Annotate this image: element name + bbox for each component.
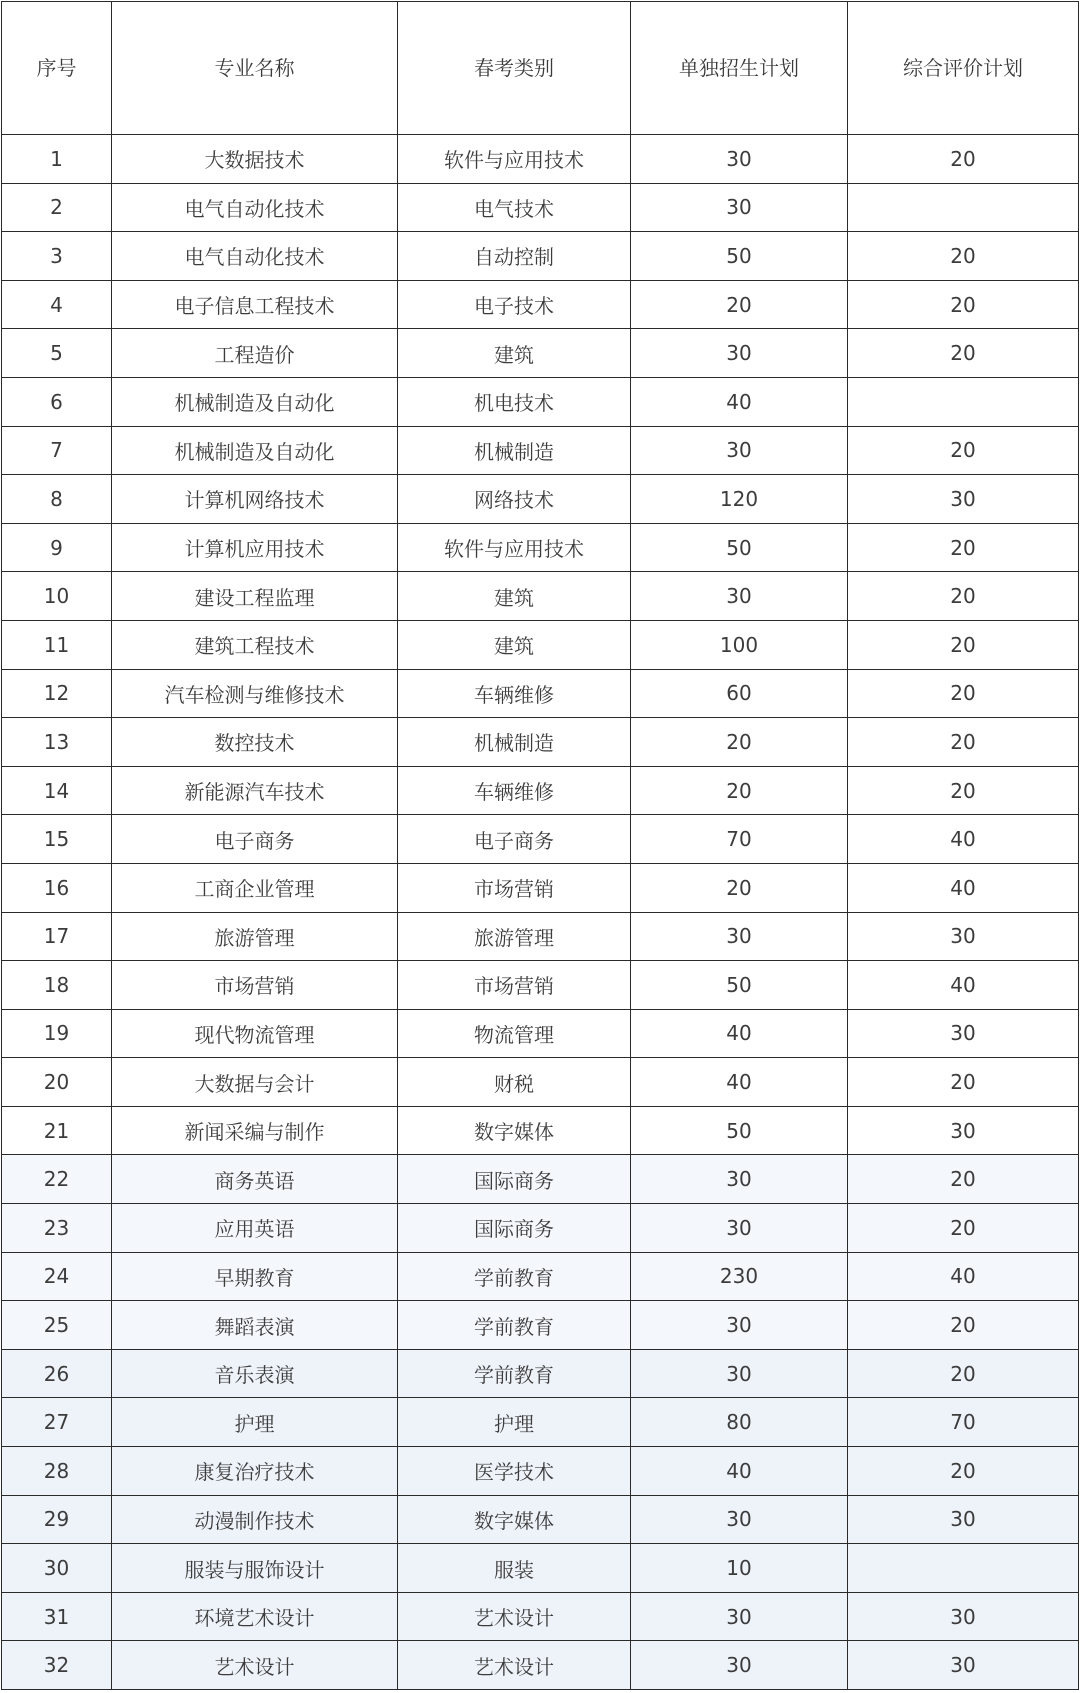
exam-category-cell: 财税 <box>398 1058 631 1107</box>
table-row <box>2 1544 1079 1593</box>
independent-plan-cell: 30 <box>631 1301 848 1350</box>
exam-category-cell: 物流管理 <box>398 1009 631 1058</box>
serial-number-cell: 29 <box>2 1495 112 1544</box>
table-row <box>2 1349 1079 1398</box>
comprehensive-plan-cell: 30 <box>848 1592 1079 1641</box>
serial-number-cell: 25 <box>2 1301 112 1350</box>
table-row <box>2 620 1079 669</box>
major-name-cell: 新能源汽车技术 <box>112 766 398 815</box>
exam-category-cell: 市场营销 <box>398 863 631 912</box>
header-comprehensive-plan: 综合评价计划 <box>848 2 1079 135</box>
table-row <box>2 329 1079 378</box>
table-row <box>2 1495 1079 1544</box>
comprehensive-plan-cell: 20 <box>848 1301 1079 1350</box>
serial-number-cell: 16 <box>2 863 112 912</box>
exam-category-cell: 机械制造 <box>398 718 631 767</box>
major-name-cell: 音乐表演 <box>112 1349 398 1398</box>
independent-plan-cell: 30 <box>631 1495 848 1544</box>
serial-number-cell: 31 <box>2 1592 112 1641</box>
serial-number-cell: 1 <box>2 135 112 184</box>
comprehensive-plan-cell: 30 <box>848 475 1079 524</box>
comprehensive-plan-cell: 30 <box>848 912 1079 961</box>
header-independent-plan: 单独招生计划 <box>631 2 848 135</box>
comprehensive-plan-cell: 20 <box>848 1349 1079 1398</box>
serial-number-cell: 15 <box>2 815 112 864</box>
major-name-cell: 电气自动化技术 <box>112 232 398 281</box>
table-row <box>2 1106 1079 1155</box>
independent-plan-cell: 40 <box>631 1058 848 1107</box>
comprehensive-plan-cell: 20 <box>848 669 1079 718</box>
exam-category-cell: 建筑 <box>398 572 631 621</box>
exam-category-cell: 电子技术 <box>398 280 631 329</box>
serial-number-cell: 7 <box>2 426 112 475</box>
serial-number-cell: 26 <box>2 1349 112 1398</box>
major-name-cell: 电子商务 <box>112 815 398 864</box>
independent-plan-cell: 20 <box>631 718 848 767</box>
serial-number-cell: 30 <box>2 1544 112 1593</box>
independent-plan-cell: 30 <box>631 1204 848 1253</box>
table-row <box>2 718 1079 767</box>
major-name-cell: 康复治疗技术 <box>112 1447 398 1496</box>
major-name-cell: 数控技术 <box>112 718 398 767</box>
table-row <box>2 475 1079 524</box>
table-row <box>2 1155 1079 1204</box>
major-name-cell: 商务英语 <box>112 1155 398 1204</box>
major-name-cell: 新闻采编与制作 <box>112 1106 398 1155</box>
table-row <box>2 815 1079 864</box>
exam-category-cell: 车辆维修 <box>398 669 631 718</box>
independent-plan-cell: 50 <box>631 961 848 1010</box>
exam-category-cell: 车辆维修 <box>398 766 631 815</box>
independent-plan-cell: 70 <box>631 815 848 864</box>
comprehensive-plan-cell: 20 <box>848 1155 1079 1204</box>
major-name-cell: 应用英语 <box>112 1204 398 1253</box>
independent-plan-cell: 50 <box>631 232 848 281</box>
table-row <box>2 1447 1079 1496</box>
major-name-cell: 工商企业管理 <box>112 863 398 912</box>
exam-category-cell: 自动控制 <box>398 232 631 281</box>
serial-number-cell: 6 <box>2 377 112 426</box>
exam-category-cell: 医学技术 <box>398 1447 631 1496</box>
exam-category-cell: 国际商务 <box>398 1204 631 1253</box>
comprehensive-plan-cell: 20 <box>848 280 1079 329</box>
exam-category-cell: 机械制造 <box>398 426 631 475</box>
independent-plan-cell: 50 <box>631 1106 848 1155</box>
independent-plan-cell: 30 <box>631 912 848 961</box>
comprehensive-plan-cell: 20 <box>848 718 1079 767</box>
exam-category-cell: 建筑 <box>398 329 631 378</box>
exam-category-cell: 机电技术 <box>398 377 631 426</box>
independent-plan-cell: 40 <box>631 377 848 426</box>
serial-number-cell: 24 <box>2 1252 112 1301</box>
table-row <box>2 912 1079 961</box>
table-row <box>2 135 1079 184</box>
table-row <box>2 426 1079 475</box>
table-row <box>2 669 1079 718</box>
comprehensive-plan-cell <box>848 183 1079 232</box>
exam-category-cell: 艺术设计 <box>398 1641 631 1690</box>
table-row <box>2 1301 1079 1350</box>
major-name-cell: 电气自动化技术 <box>112 183 398 232</box>
serial-number-cell: 11 <box>2 620 112 669</box>
exam-category-cell: 学前教育 <box>398 1252 631 1301</box>
serial-number-cell: 3 <box>2 232 112 281</box>
table-header <box>2 2 1079 135</box>
major-name-cell: 计算机应用技术 <box>112 523 398 572</box>
header-exam-category: 春考类别 <box>398 2 631 135</box>
major-name-cell: 大数据技术 <box>112 135 398 184</box>
independent-plan-cell: 80 <box>631 1398 848 1447</box>
serial-number-cell: 8 <box>2 475 112 524</box>
comprehensive-plan-cell <box>848 1544 1079 1593</box>
independent-plan-cell: 30 <box>631 183 848 232</box>
serial-number-cell: 5 <box>2 329 112 378</box>
header-row <box>2 2 1079 135</box>
major-name-cell: 建筑工程技术 <box>112 620 398 669</box>
table-row <box>2 377 1079 426</box>
comprehensive-plan-cell <box>848 377 1079 426</box>
table-row <box>2 1398 1079 1447</box>
major-name-cell: 舞蹈表演 <box>112 1301 398 1350</box>
table-row <box>2 1641 1079 1690</box>
independent-plan-cell: 20 <box>631 280 848 329</box>
exam-category-cell: 服装 <box>398 1544 631 1593</box>
table-row <box>2 1058 1079 1107</box>
independent-plan-cell: 120 <box>631 475 848 524</box>
serial-number-cell: 12 <box>2 669 112 718</box>
serial-number-cell: 9 <box>2 523 112 572</box>
comprehensive-plan-cell: 40 <box>848 863 1079 912</box>
comprehensive-plan-cell: 20 <box>848 329 1079 378</box>
independent-plan-cell: 30 <box>631 1641 848 1690</box>
independent-plan-cell: 60 <box>631 669 848 718</box>
major-name-cell: 现代物流管理 <box>112 1009 398 1058</box>
exam-category-cell: 电气技术 <box>398 183 631 232</box>
exam-category-cell: 软件与应用技术 <box>398 135 631 184</box>
major-name-cell: 计算机网络技术 <box>112 475 398 524</box>
comprehensive-plan-cell: 30 <box>848 1495 1079 1544</box>
table-row <box>2 523 1079 572</box>
serial-number-cell: 18 <box>2 961 112 1010</box>
major-name-cell: 早期教育 <box>112 1252 398 1301</box>
major-name-cell: 汽车检测与维修技术 <box>112 669 398 718</box>
serial-number-cell: 2 <box>2 183 112 232</box>
independent-plan-cell: 230 <box>631 1252 848 1301</box>
independent-plan-cell: 10 <box>631 1544 848 1593</box>
exam-category-cell: 国际商务 <box>398 1155 631 1204</box>
serial-number-cell: 21 <box>2 1106 112 1155</box>
major-name-cell: 环境艺术设计 <box>112 1592 398 1641</box>
table-row <box>2 766 1079 815</box>
serial-number-cell: 4 <box>2 280 112 329</box>
comprehensive-plan-cell: 20 <box>848 766 1079 815</box>
exam-category-cell: 数字媒体 <box>398 1495 631 1544</box>
serial-number-cell: 19 <box>2 1009 112 1058</box>
exam-category-cell: 学前教育 <box>398 1349 631 1398</box>
comprehensive-plan-cell: 30 <box>848 1106 1079 1155</box>
major-name-cell: 护理 <box>112 1398 398 1447</box>
independent-plan-cell: 40 <box>631 1009 848 1058</box>
major-name-cell: 服装与服饰设计 <box>112 1544 398 1593</box>
exam-category-cell: 护理 <box>398 1398 631 1447</box>
major-name-cell: 大数据与会计 <box>112 1058 398 1107</box>
comprehensive-plan-cell: 20 <box>848 426 1079 475</box>
major-name-cell: 艺术设计 <box>112 1641 398 1690</box>
table-row <box>2 572 1079 621</box>
comprehensive-plan-cell: 40 <box>848 815 1079 864</box>
header-major-name: 专业名称 <box>112 2 398 135</box>
serial-number-cell: 28 <box>2 1447 112 1496</box>
major-name-cell: 电子信息工程技术 <box>112 280 398 329</box>
table-row <box>2 232 1079 281</box>
exam-category-cell: 艺术设计 <box>398 1592 631 1641</box>
serial-number-cell: 17 <box>2 912 112 961</box>
independent-plan-cell: 30 <box>631 329 848 378</box>
comprehensive-plan-cell: 30 <box>848 1009 1079 1058</box>
major-name-cell: 机械制造及自动化 <box>112 377 398 426</box>
independent-plan-cell: 100 <box>631 620 848 669</box>
independent-plan-cell: 30 <box>631 135 848 184</box>
comprehensive-plan-cell: 20 <box>848 572 1079 621</box>
independent-plan-cell: 20 <box>631 766 848 815</box>
comprehensive-plan-cell: 20 <box>848 232 1079 281</box>
comprehensive-plan-cell: 20 <box>848 1447 1079 1496</box>
serial-number-cell: 23 <box>2 1204 112 1253</box>
independent-plan-cell: 50 <box>631 523 848 572</box>
independent-plan-cell: 20 <box>631 863 848 912</box>
serial-number-cell: 10 <box>2 572 112 621</box>
major-name-cell: 工程造价 <box>112 329 398 378</box>
header-serial-number: 序号 <box>2 2 112 135</box>
independent-plan-cell: 30 <box>631 1592 848 1641</box>
exam-category-cell: 数字媒体 <box>398 1106 631 1155</box>
major-name-cell: 旅游管理 <box>112 912 398 961</box>
comprehensive-plan-cell: 40 <box>848 1252 1079 1301</box>
major-name-cell: 建设工程监理 <box>112 572 398 621</box>
comprehensive-plan-cell: 20 <box>848 1058 1079 1107</box>
enrollment-plan-table <box>1 1 1079 1690</box>
table-row <box>2 1204 1079 1253</box>
serial-number-cell: 32 <box>2 1641 112 1690</box>
serial-number-cell: 13 <box>2 718 112 767</box>
serial-number-cell: 27 <box>2 1398 112 1447</box>
table-row <box>2 1592 1079 1641</box>
table-row <box>2 863 1079 912</box>
exam-category-cell: 建筑 <box>398 620 631 669</box>
serial-number-cell: 20 <box>2 1058 112 1107</box>
serial-number-cell: 22 <box>2 1155 112 1204</box>
table-row <box>2 961 1079 1010</box>
independent-plan-cell: 30 <box>631 572 848 621</box>
comprehensive-plan-cell: 20 <box>848 135 1079 184</box>
table-row <box>2 280 1079 329</box>
exam-category-cell: 网络技术 <box>398 475 631 524</box>
major-name-cell: 机械制造及自动化 <box>112 426 398 475</box>
exam-category-cell: 旅游管理 <box>398 912 631 961</box>
exam-category-cell: 市场营销 <box>398 961 631 1010</box>
comprehensive-plan-cell: 20 <box>848 1204 1079 1253</box>
comprehensive-plan-cell: 70 <box>848 1398 1079 1447</box>
independent-plan-cell: 30 <box>631 1349 848 1398</box>
serial-number-cell: 14 <box>2 766 112 815</box>
comprehensive-plan-cell: 40 <box>848 961 1079 1010</box>
independent-plan-cell: 40 <box>631 1447 848 1496</box>
major-name-cell: 动漫制作技术 <box>112 1495 398 1544</box>
exam-category-cell: 软件与应用技术 <box>398 523 631 572</box>
comprehensive-plan-cell: 20 <box>848 620 1079 669</box>
comprehensive-plan-cell: 30 <box>848 1641 1079 1690</box>
table-row <box>2 183 1079 232</box>
independent-plan-cell: 30 <box>631 426 848 475</box>
exam-category-cell: 学前教育 <box>398 1301 631 1350</box>
comprehensive-plan-cell: 20 <box>848 523 1079 572</box>
table-row <box>2 1252 1079 1301</box>
independent-plan-cell: 30 <box>631 1155 848 1204</box>
table-row <box>2 1009 1079 1058</box>
exam-category-cell: 电子商务 <box>398 815 631 864</box>
table-body <box>2 135 1079 1690</box>
major-name-cell: 市场营销 <box>112 961 398 1010</box>
